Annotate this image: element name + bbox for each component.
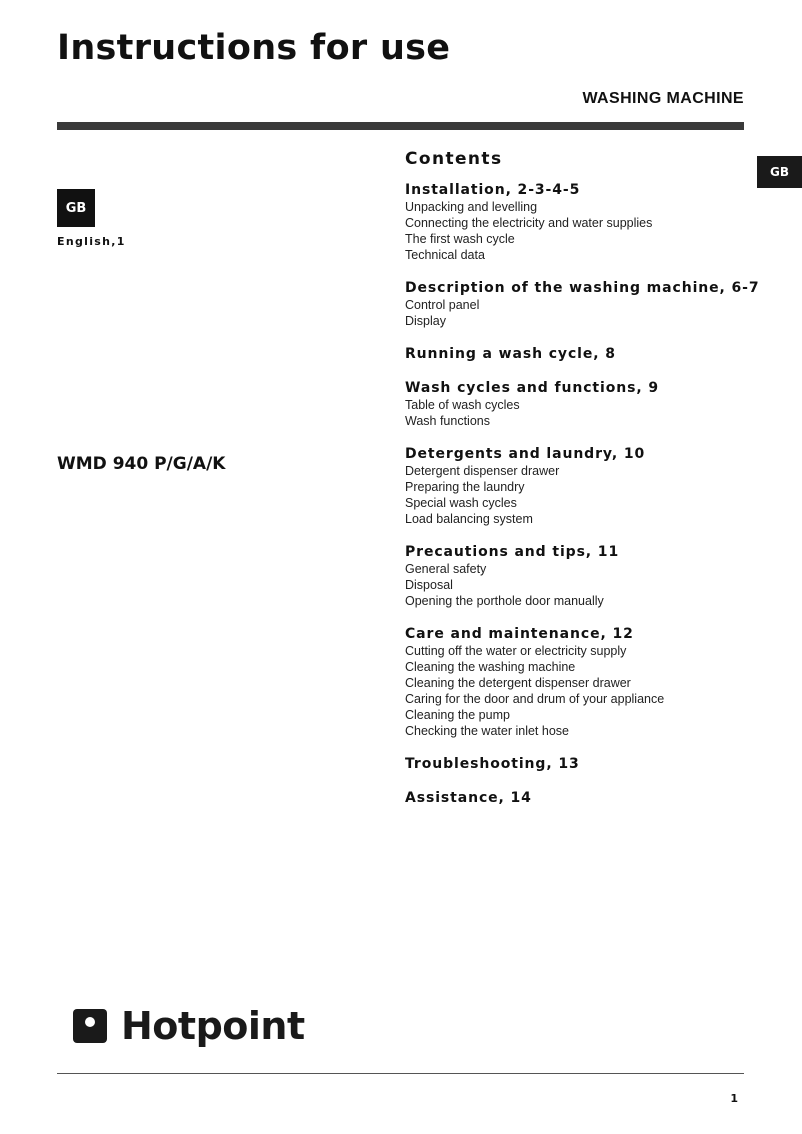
contents-section: [405, 379, 745, 429]
section-item: Unpacking and levelling: [405, 200, 538, 214]
section-item: Disposal: [405, 578, 453, 592]
section-item: Display: [405, 314, 446, 328]
brand-name: Hotpoint: [121, 1004, 305, 1048]
section-item: Preparing the laundry: [405, 480, 525, 494]
contents-section: [405, 279, 760, 329]
section-item: General safety: [405, 562, 487, 576]
section-item: Detergent dispenser drawer: [405, 464, 560, 478]
section-item: Cleaning the pump: [405, 708, 510, 722]
section-item: Control panel: [405, 298, 480, 312]
document-subtitle: WASHING MACHINE: [582, 90, 744, 107]
section-item: Wash functions: [405, 414, 490, 428]
section-item: Technical data: [405, 248, 485, 262]
language-badge: GB: [57, 189, 95, 227]
section-item: Connecting the electricity and water supplies: [405, 216, 653, 230]
section-title: Troubleshooting, 13: [405, 756, 580, 772]
contents-heading: Contents: [405, 149, 503, 169]
contents-sections: [405, 181, 760, 807]
section-item: Special wash cycles: [405, 496, 517, 510]
section-title: Precautions and tips, 11: [405, 544, 620, 560]
section-item: Cutting off the water or electricity supply: [405, 644, 627, 658]
section-title: Assistance, 14: [405, 790, 532, 806]
section-item: Checking the water inlet hose: [405, 724, 569, 738]
section-item: Cleaning the washing machine: [405, 660, 576, 674]
footer-divider: [57, 1073, 744, 1074]
language-label: English,1: [57, 235, 126, 248]
table-of-contents: [405, 148, 760, 823]
section-title: Wash cycles and functions, 9: [405, 380, 659, 396]
section-item: Cleaning the detergent dispenser drawer: [405, 676, 631, 690]
contents-section: [405, 543, 745, 609]
contents-section: [405, 755, 745, 773]
section-item: Load balancing system: [405, 512, 533, 526]
model-number: WMD 940 P/G/A/K: [57, 454, 226, 474]
contents-section: [405, 345, 745, 363]
header-divider: [57, 122, 744, 130]
section-title: Installation, 2-3-4-5: [405, 182, 581, 198]
section-item: Caring for the door and drum of your appliance: [405, 692, 665, 706]
contents-section: [405, 789, 745, 807]
page-number: 1: [730, 1092, 738, 1105]
hotpoint-logo-icon: [73, 1009, 107, 1043]
contents-section: [405, 181, 745, 263]
document-title: Instructions for use: [57, 28, 451, 68]
section-title: Running a wash cycle, 8: [405, 346, 616, 362]
side-language-tab: GB: [757, 156, 802, 188]
section-item: The first wash cycle: [405, 232, 515, 246]
brand-logo: [73, 1004, 305, 1048]
contents-section: [405, 445, 745, 527]
section-title: Care and maintenance, 12: [405, 626, 634, 642]
section-item: Table of wash cycles: [405, 398, 520, 412]
section-title: Description of the washing machine, 6-7: [405, 280, 760, 296]
contents-section: [405, 625, 745, 739]
section-title: Detergents and laundry, 10: [405, 446, 646, 462]
section-item: Opening the porthole door manually: [405, 594, 604, 608]
